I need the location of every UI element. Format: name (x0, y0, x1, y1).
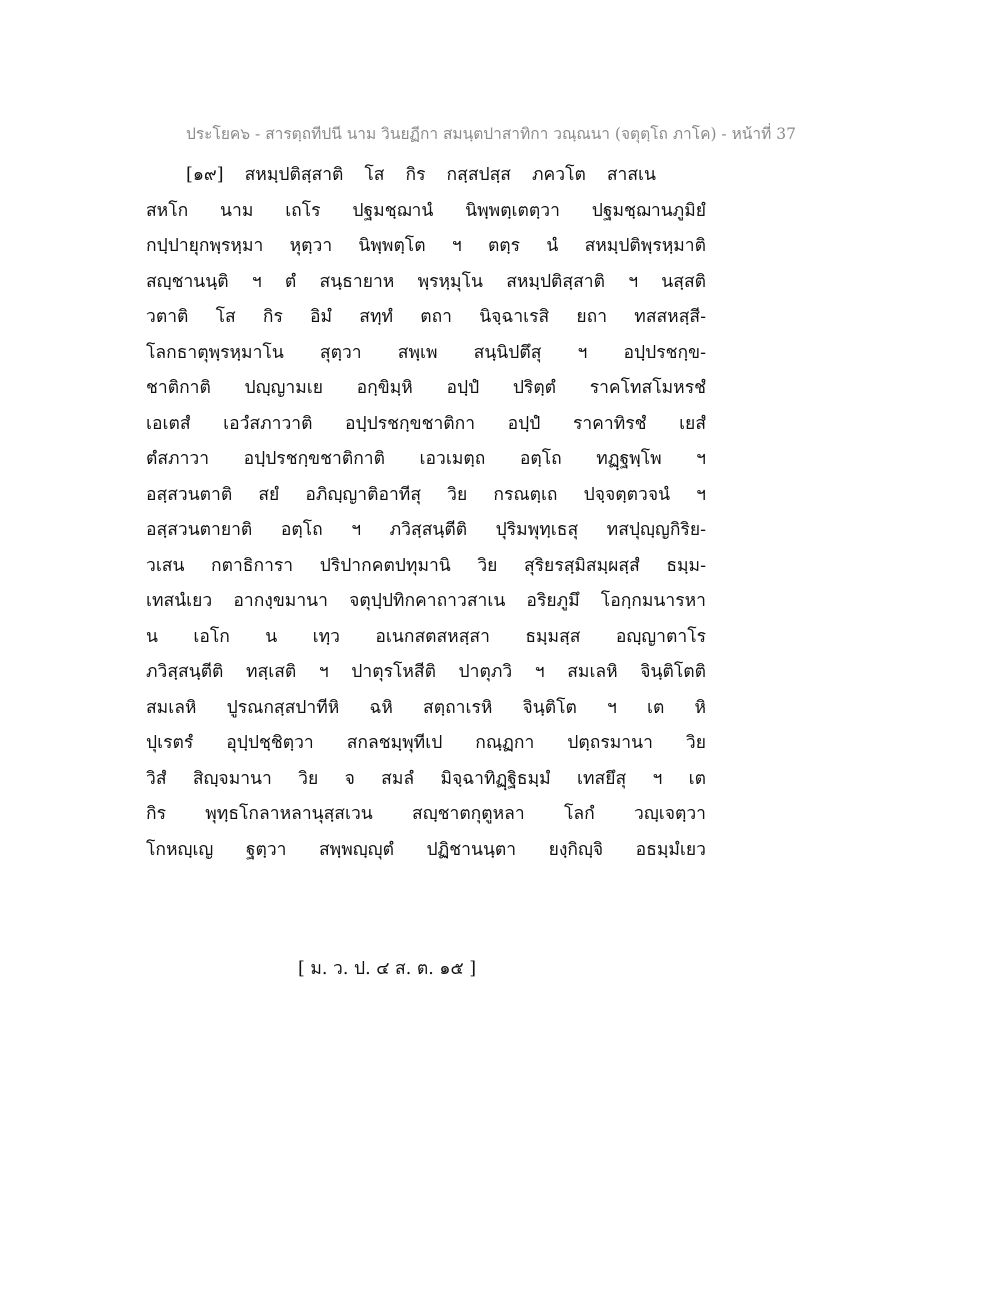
paragraph-line: เอเตสํ เอวํสภาวาติ อปฺปรชกฺขชาติกา อปฺปํ ราคาทิรชํ เยสํ (146, 413, 706, 434)
paragraph-line: ตํสภาวา อปฺปรชกฺขชาติกาติ เอวเมตฺถ อตฺโถ ทฏฺฐพฺโพ ฯ (146, 449, 706, 469)
paragraph-line: สมเลหิ ปูรณกสฺสปาทีหิ ฉหิ สตฺถาเรหิ จินฺติโต ฯ เต หิ (146, 697, 706, 718)
paragraph-line: [๑๙] สหมฺปติสฺสาติ โส กิร กสฺสปสฺส ภควโต สาสเน (186, 165, 656, 185)
page-header: ประโยค๖ - สารตฺถทีปนี นาม วินยฏีกา สมนฺตปาสาทิกา วณฺณนา (จตุตฺโถ ภาโค) - หน้าที่ 37 (186, 125, 796, 143)
paragraph-line: สญฺชานนฺติ ฯ ตํ สนฺธายาห พฺรหฺมุโน สหมฺปติสฺสาติ ฯ นสฺสติ (146, 271, 706, 292)
paragraph-line: โลกธาตุพฺรหฺมาโน สุตฺวา สพฺเพ สนฺนิปตึสุ ฯ อปฺปรชกฺข- (146, 342, 706, 363)
paragraph-line: ภวิสฺสนฺตีติ ทสฺเสติ ฯ ปาตุรโหสีติ ปาตุภวิ ฯ สมเลหิ จินฺติโตติ (146, 662, 706, 682)
paragraph-line: กิร พุทฺธโกลาหลานุสฺสเวน สญฺชาตกุตูหลา โลกํ วญฺเจตฺวา (146, 804, 706, 824)
paragraph-line: ปุเรตรํ อุปฺปชฺชิตฺวา สกลชมฺพุทีเป กณฺฏกา ปตฺถรมานา วิย (146, 733, 706, 753)
paragraph-line: โกหญฺเญ ฐตฺวา สพฺพญฺญุตํ ปฏิชานนฺตา ยงฺกิญฺจิ อธมฺมํเยว (146, 839, 706, 860)
paragraph-line: อสฺสวนตาติ สยํ อภิญฺญาติอาทีสุ วิย กรณตฺเถ ปจฺจตฺตวจนํ ฯ (146, 484, 706, 505)
paragraph-line: ชาติกาติ ปญฺญามเย อกฺขิมฺหิ อปฺปํ ปริตฺตํ ราคโทสโมหรชํ (146, 378, 706, 398)
paragraph-line: วเสน กตาธิการา ปริปากคตปทุมานิ วิย สุริยรสฺมิสมฺผสฺสํ ธมฺม- (146, 555, 706, 576)
body-text (146, 158, 706, 868)
paragraph-line: เทสนํเยว อากงฺขมานา จตุปฺปทิกคาถาวสาเน อริยภูมึ โอกฺกมนารหา (146, 591, 706, 611)
paragraph-line: วตาติ โส กิร อิมํ สทฺทํ ตถา นิจฺฉาเรสิ ยถา ทสสหสฺสี- (146, 307, 706, 327)
paragraph-line: อสฺสวนตายาติ อตฺโถ ฯ ภวิสฺสนฺตีติ ปุริมพุทฺเธสุ ทสปุญฺญกิริย- (146, 520, 706, 540)
source-reference: [ ม. ว. ป. ๔ ส. ต. ๑๕ ] (298, 959, 477, 979)
paragraph-line: สหโก นาม เถโร ปฐมชฺฌานํ นิพฺพตฺเตตฺวา ปฐมชฺฌานภูมิยํ (146, 200, 706, 221)
paragraph-line: วิสํ สิญฺจมานา วิย จ สมลํ มิจฺฉาทิฏฺฐิธมฺมํ เทสยึสุ ฯ เต (146, 768, 706, 789)
paragraph-line: น เอโก น เทฺว อเนกสตสหสฺสา ธมฺมสฺส อญฺญาตาโร (146, 626, 706, 647)
paragraph-line: กปฺปายุกพฺรหฺมา หุตฺวา นิพฺพตฺโต ฯ ตตฺร นํ สหมฺปติพฺรหฺมาติ (146, 236, 706, 256)
